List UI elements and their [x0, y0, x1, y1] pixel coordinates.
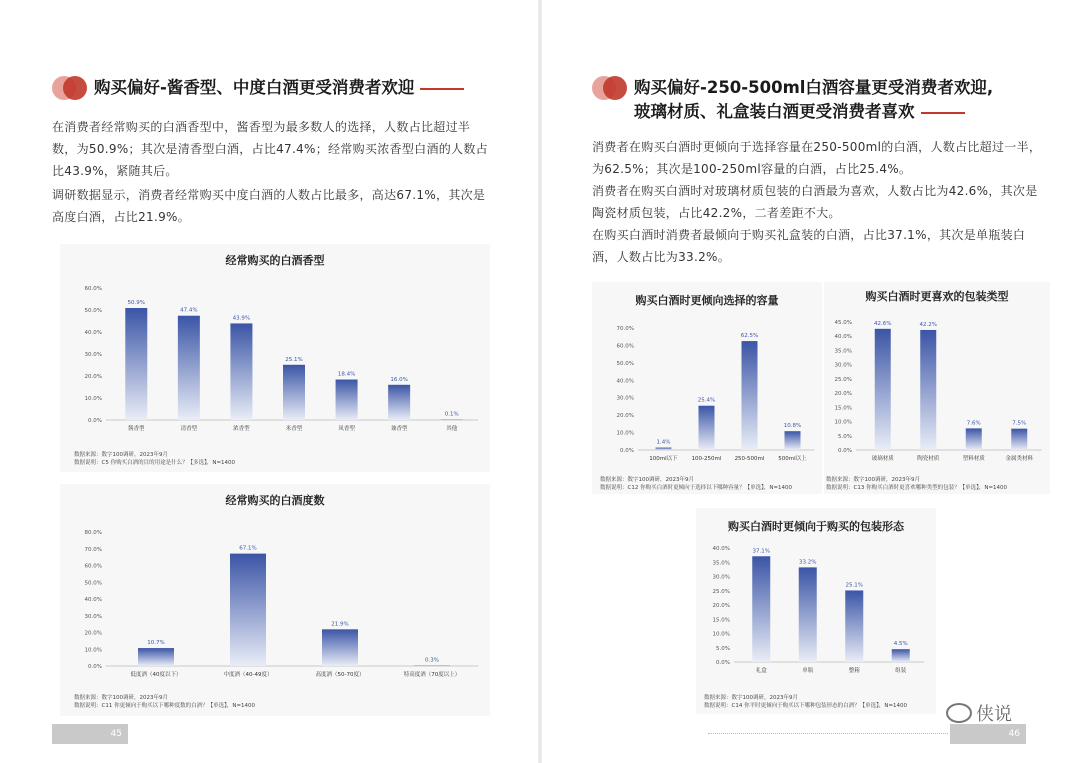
category-label: 250-500ml	[734, 456, 765, 462]
data-label: 50.9%	[127, 300, 146, 307]
data-label: 7.5%	[1012, 420, 1027, 427]
data-label: 67.1%	[239, 545, 257, 552]
category-label: 凤香型	[338, 426, 355, 432]
y-tick-label: 50.0%	[84, 308, 102, 314]
right-paragraph-3: 在购买白酒时消费者最倾向于购买礼盒装的白酒，占比37.1%，其次是单瓶装白酒，人数占比为33.2%。	[592, 228, 1026, 264]
title-underline	[921, 112, 965, 114]
bar-packaging-3	[1011, 429, 1027, 450]
chart-degree-note: 数据说明：C11 你更倾向于购买以下哪种度数的白酒？【单选】，N=1400	[74, 703, 256, 709]
category-label: 米香型	[285, 426, 303, 432]
chart-aroma	[60, 268, 490, 472]
y-tick-label: 70.0%	[84, 546, 102, 553]
category-label: 玻璃材质	[871, 456, 894, 462]
bar-aroma-4	[336, 380, 358, 420]
dotted-rule	[708, 733, 948, 734]
y-tick-label: 5.0%	[838, 433, 852, 440]
data-label: 25.1%	[285, 356, 303, 363]
chart-packaging-source: 数据来源：数字100调研，2023年9月	[826, 477, 920, 483]
y-tick-label: 70.0%	[616, 326, 634, 332]
data-label: 16.0%	[390, 376, 408, 383]
y-tick-label: 80.0%	[84, 530, 102, 536]
data-label: 43.9%	[232, 315, 251, 322]
y-tick-label: 40.0%	[834, 334, 852, 341]
data-label: 10.7%	[147, 640, 165, 647]
data-label: 7.6%	[966, 420, 981, 427]
watermark-text: 侠说	[976, 704, 1012, 725]
data-label: 18.4%	[337, 371, 356, 378]
chart-form-note: 数据说明：C14 你平时更倾向于购买以下哪种包装形态的白酒？【单选】，N=1400	[704, 703, 908, 709]
bar-capacity-1	[699, 406, 715, 450]
chart-packaging-title: 购买白酒时更喜欢的包装类型	[865, 290, 1009, 303]
bar-capacity-2	[742, 341, 758, 450]
chart-aroma-source: 数据来源：数字100调研，2023年9月	[74, 452, 168, 458]
bar-packaging-0	[875, 329, 891, 450]
chart-degree	[60, 512, 490, 712]
bar-capacity-0	[656, 448, 672, 450]
chart-capacity-note: 数据说明：C12 你购买白酒时更倾向于选择以下哪种容量？【单选】，N=1400	[600, 485, 793, 491]
bar-degree-1	[230, 554, 266, 666]
y-tick-label: 40.0%	[84, 330, 102, 336]
bar-form-0	[752, 556, 770, 662]
y-tick-label: 0.0%	[88, 664, 102, 670]
bar-aroma-0	[125, 308, 147, 420]
y-tick-label: 10.0%	[834, 419, 852, 426]
chart-form-panel	[696, 508, 936, 714]
y-tick-label: 0.0%	[716, 660, 730, 666]
y-tick-label: 60.0%	[84, 286, 102, 292]
bar-aroma-6	[441, 419, 463, 420]
category-label: 其他	[446, 426, 458, 432]
y-tick-label: 30.0%	[84, 352, 102, 358]
category-label: 特高度酒（70度以上）	[403, 672, 461, 678]
data-label: 4.5%	[893, 641, 908, 648]
data-label: 62.5%	[740, 333, 759, 340]
category-label: 金属类材料	[1005, 456, 1034, 462]
y-tick-label: 30.0%	[712, 574, 730, 581]
y-tick-label: 40.0%	[712, 546, 730, 552]
y-tick-label: 50.0%	[84, 580, 102, 587]
y-tick-label: 45.0%	[834, 320, 852, 326]
bar-packaging-2	[966, 428, 982, 450]
y-tick-label: 25.0%	[834, 376, 852, 383]
y-tick-label: 20.0%	[712, 603, 730, 609]
data-label: 25.1%	[845, 582, 863, 589]
category-label: 高度酒（50-70度）	[315, 672, 365, 678]
bar-form-1	[799, 567, 817, 662]
chart-capacity-panel	[592, 282, 822, 494]
data-label: 42.2%	[919, 321, 937, 328]
chart-capacity-title: 购买白酒时更倾向选择的容量	[635, 294, 779, 307]
right-page-title-line1: 购买偏好-250-500ml白酒容量更受消费者欢迎,	[634, 78, 994, 97]
category-label: 整箱	[848, 668, 860, 674]
data-label: 42.6%	[874, 320, 892, 327]
data-label: 25.4%	[697, 397, 716, 404]
y-tick-label: 0.0%	[838, 448, 852, 454]
y-tick-label: 30.0%	[84, 613, 102, 620]
right-page-title-line2: 玻璃材质、礼盒装白酒更受消费者喜欢	[634, 102, 915, 121]
title-decor-icon	[592, 76, 630, 104]
category-label: 100-250ml	[691, 456, 722, 462]
data-label: 0.3%	[425, 657, 439, 664]
chart-form	[696, 538, 936, 700]
y-tick-label: 15.0%	[834, 405, 852, 412]
wechat-icon	[946, 703, 972, 723]
left-paragraph-2: 调研数据显示，消费者经常购买中度白酒的人数占比最多，高达67.1%，其次是高度白酒，占比21.9%。	[52, 188, 486, 224]
y-tick-label: 40.0%	[84, 597, 102, 603]
y-tick-label: 20.0%	[616, 413, 634, 420]
bar-packaging-1	[920, 330, 936, 450]
chart-aroma-note: 数据说明：C5 你购买白酒的目的用途是什么？【多选】，N=1400	[74, 460, 236, 466]
data-label: 37.1%	[752, 548, 770, 555]
category-label: 酱香型	[128, 426, 145, 432]
bar-form-3	[892, 649, 910, 662]
y-tick-label: 50.0%	[616, 360, 634, 367]
category-label: 塑料材质	[962, 456, 985, 462]
category-label: 浓香型	[233, 426, 250, 432]
category-label: 礼盒	[755, 668, 767, 674]
chart-degree-title: 经常购买的白酒度数	[225, 494, 325, 507]
right-paragraph-2: 消费者在购买白酒时对玻璃材质包装的白酒最为喜欢，人数占比为42.6%，其次是陶瓷材质包装，占比42.2%，二者差距不大。	[592, 184, 1038, 220]
chart-capacity-source: 数据来源：数字100调研，2023年9月	[600, 477, 694, 483]
y-tick-label: 60.0%	[84, 563, 102, 570]
chart-packaging	[824, 308, 1050, 482]
y-tick-label: 0.0%	[88, 418, 102, 424]
y-tick-label: 0.0%	[620, 448, 634, 454]
y-tick-label: 10.0%	[712, 631, 730, 638]
y-tick-label: 25.0%	[712, 588, 730, 595]
title-decor-icon	[52, 76, 90, 104]
category-label: 500ml以上	[778, 456, 807, 462]
y-tick-label: 10.0%	[616, 430, 634, 437]
y-tick-label: 30.0%	[834, 362, 852, 369]
chart-form-source: 数据来源：数字100调研，2023年9月	[704, 695, 798, 701]
chart-form-title: 购买白酒时更倾向于购买的包装形态	[728, 520, 904, 533]
title-underline	[420, 88, 464, 90]
y-tick-label: 10.0%	[84, 396, 102, 402]
chart-degree-source: 数据来源：数字100调研，2023年9月	[74, 695, 168, 701]
chart-aroma-title: 经常购买的白酒香型	[225, 254, 325, 267]
right-page	[540, 0, 1080, 763]
bar-degree-2	[322, 629, 358, 666]
y-tick-label: 35.0%	[834, 348, 852, 355]
y-tick-label: 20.0%	[834, 391, 852, 398]
bar-aroma-5	[388, 385, 410, 420]
data-label: 21.9%	[331, 621, 349, 628]
page-number-left: 45	[52, 724, 128, 744]
category-label: 陶瓷材质	[917, 456, 940, 462]
category-label: 清香型	[180, 426, 198, 432]
category-label: 组装	[895, 668, 907, 674]
chart-aroma-panel	[60, 244, 490, 472]
bar-degree-3	[414, 665, 450, 666]
y-tick-label: 60.0%	[616, 343, 634, 350]
y-tick-label: 5.0%	[716, 645, 730, 652]
chart-degree-panel	[60, 484, 490, 716]
category-label: 兼香型	[390, 426, 408, 432]
watermark	[946, 700, 1012, 726]
bar-capacity-3	[785, 431, 801, 450]
category-label: 中度酒（40-49度）	[223, 672, 273, 678]
bar-aroma-1	[178, 316, 200, 420]
y-tick-label: 10.0%	[84, 647, 102, 654]
bar-aroma-2	[230, 323, 252, 420]
category-label: 单瓶	[802, 668, 814, 674]
data-label: 0.1%	[444, 411, 459, 418]
bar-form-2	[845, 590, 863, 662]
left-paragraph-1: 在消费者经常购买的白酒香型中，酱香型为最多数人的选择，人数占比超过半数，为50.9%；其次是清香型白酒，占比47.4%；经常购买浓香型白酒的人数占比43.9%，紧随其后。	[52, 120, 488, 178]
data-label: 47.4%	[180, 307, 198, 314]
data-label: 10.8%	[783, 423, 802, 430]
chart-packaging-note: 数据说明：C13 你购买白酒时更喜欢哪种类型的包装？【单选】，N=1400	[826, 485, 1008, 491]
bar-aroma-3	[283, 365, 305, 420]
left-title-row	[52, 76, 464, 104]
data-label: 33.2%	[799, 559, 817, 566]
chart-packaging-panel	[824, 282, 1050, 494]
y-tick-label: 15.0%	[712, 617, 730, 624]
y-tick-label: 35.0%	[712, 560, 730, 567]
y-tick-label: 20.0%	[84, 630, 102, 637]
chart-capacity	[592, 312, 822, 482]
y-tick-label: 20.0%	[84, 374, 102, 380]
right-paragraph-1: 消费者在购买白酒时更倾向于选择容量在250-500ml的白酒，人数占比超过一半，为62.5%；其次是100-250ml容量的白酒，占比25.4%。	[592, 140, 1042, 176]
left-page-title: 购买偏好-酱香型、中度白酒更受消费者欢迎	[94, 78, 415, 97]
category-label: 100ml以下	[649, 456, 678, 462]
y-tick-label: 30.0%	[616, 395, 634, 402]
y-tick-label: 40.0%	[616, 378, 634, 385]
data-label: 1.4%	[656, 439, 671, 446]
bar-degree-0	[138, 648, 174, 666]
page-number-right: 46	[950, 724, 1026, 744]
right-title-row	[592, 76, 993, 124]
category-label: 低度酒（40度以下）	[130, 672, 182, 678]
